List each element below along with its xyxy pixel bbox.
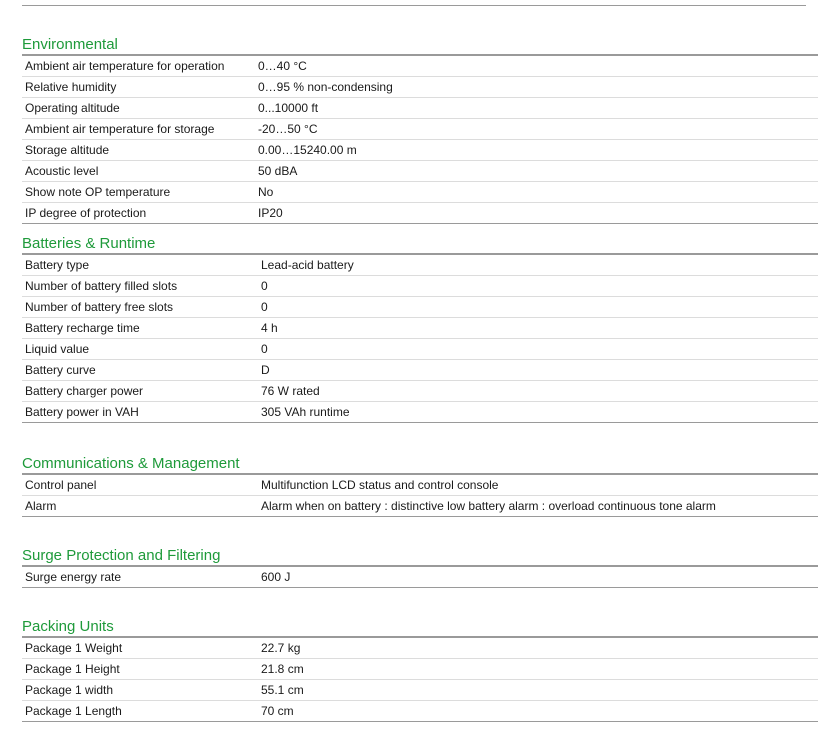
- row-value: -20…50 °C: [258, 122, 318, 136]
- row-value: 0...10000 ft: [258, 101, 319, 115]
- row-value: 22.7 kg: [261, 641, 301, 655]
- section-title: Environmental: [22, 36, 118, 53]
- row-label: Battery recharge time: [25, 321, 140, 335]
- row-value: 0…95 % non-condensing: [258, 80, 393, 94]
- row-label: Package 1 width: [25, 683, 114, 697]
- row-value: No: [258, 185, 274, 199]
- section-environmental: [22, 35, 818, 224]
- table-row: [22, 380, 818, 401]
- table-row: [22, 567, 818, 587]
- row-label: Surge energy rate: [25, 570, 122, 584]
- row-value: 21.8 cm: [261, 662, 304, 676]
- table-row: [22, 317, 818, 338]
- table-row: [22, 338, 818, 359]
- row-value: 305 VAh runtime: [261, 405, 350, 419]
- section-batteries-runtime: [22, 234, 818, 423]
- row-value: 0: [261, 279, 268, 293]
- row-label: Control panel: [25, 478, 97, 492]
- table-row: [22, 658, 818, 679]
- row-label: IP degree of protection: [25, 206, 147, 220]
- table-row: [22, 495, 818, 516]
- table-row: [22, 118, 818, 139]
- spec-table: [22, 636, 818, 722]
- table-row: [22, 679, 818, 700]
- row-value: 600 J: [261, 570, 291, 584]
- table-row: [22, 181, 818, 202]
- row-label: Ambient air temperature for operation: [25, 59, 225, 73]
- row-label: Number of battery filled slots: [25, 279, 178, 293]
- table-row: [22, 359, 818, 380]
- table-row: [22, 160, 818, 181]
- row-label: Package 1 Length: [25, 704, 122, 718]
- row-label: Liquid value: [25, 342, 90, 356]
- row-label: Package 1 Height: [25, 662, 120, 676]
- row-label: Operating altitude: [25, 101, 120, 115]
- row-value: D: [261, 363, 270, 377]
- row-label: Package 1 Weight: [25, 641, 123, 655]
- row-label: Storage altitude: [25, 143, 110, 157]
- row-label: Battery charger power: [25, 384, 144, 398]
- spec-table: [22, 565, 818, 588]
- section-communications-management: [22, 454, 818, 517]
- section-title: Surge Protection and Filtering: [22, 547, 221, 564]
- row-value: 50 dBA: [258, 164, 298, 178]
- table-row: [22, 296, 818, 317]
- row-value: 0.00…15240.00 m: [258, 143, 357, 157]
- row-label: Number of battery free slots: [25, 300, 174, 314]
- row-value: 55.1 cm: [261, 683, 304, 697]
- row-label: Battery power in VAH: [25, 405, 139, 419]
- table-row: [22, 700, 818, 721]
- row-value: 0: [261, 342, 268, 356]
- section-title: Batteries & Runtime: [22, 235, 156, 252]
- section-title: Communications & Management: [22, 455, 240, 472]
- row-value: 0: [261, 300, 268, 314]
- row-label: Acoustic level: [25, 164, 99, 178]
- spec-table: [22, 473, 818, 517]
- row-value: Lead-acid battery: [261, 258, 354, 272]
- table-row: [22, 275, 818, 296]
- section-surge-protection: [22, 546, 818, 588]
- spec-table: [22, 253, 818, 423]
- table-row: [22, 638, 818, 658]
- table-row: [22, 202, 818, 223]
- row-label: Relative humidity: [25, 80, 117, 94]
- row-value: Multifunction LCD status and control console: [261, 478, 499, 492]
- row-value: 0…40 °C: [258, 59, 307, 73]
- spec-table: [22, 54, 818, 224]
- row-value: 70 cm: [261, 704, 294, 718]
- table-row: [22, 401, 818, 422]
- table-row: [22, 255, 818, 275]
- section-title: Packing Units: [22, 618, 114, 635]
- table-row: [22, 56, 818, 76]
- row-value: 4 h: [261, 321, 278, 335]
- row-value: IP20: [258, 206, 283, 220]
- table-row: [22, 97, 818, 118]
- row-label: Show note OP temperature: [25, 185, 171, 199]
- row-value: Alarm when on battery : distinctive low battery alarm : overload continuous tone alarm: [261, 499, 716, 513]
- table-row: [22, 139, 818, 160]
- section-packing-units: [22, 617, 818, 722]
- top-divider: [22, 5, 806, 6]
- table-row: [22, 475, 818, 495]
- row-value: 76 W rated: [261, 384, 320, 398]
- row-label: Alarm: [25, 499, 57, 513]
- row-label: Battery curve: [25, 363, 96, 377]
- row-label: Ambient air temperature for storage: [25, 122, 215, 136]
- table-row: [22, 76, 818, 97]
- row-label: Battery type: [25, 258, 90, 272]
